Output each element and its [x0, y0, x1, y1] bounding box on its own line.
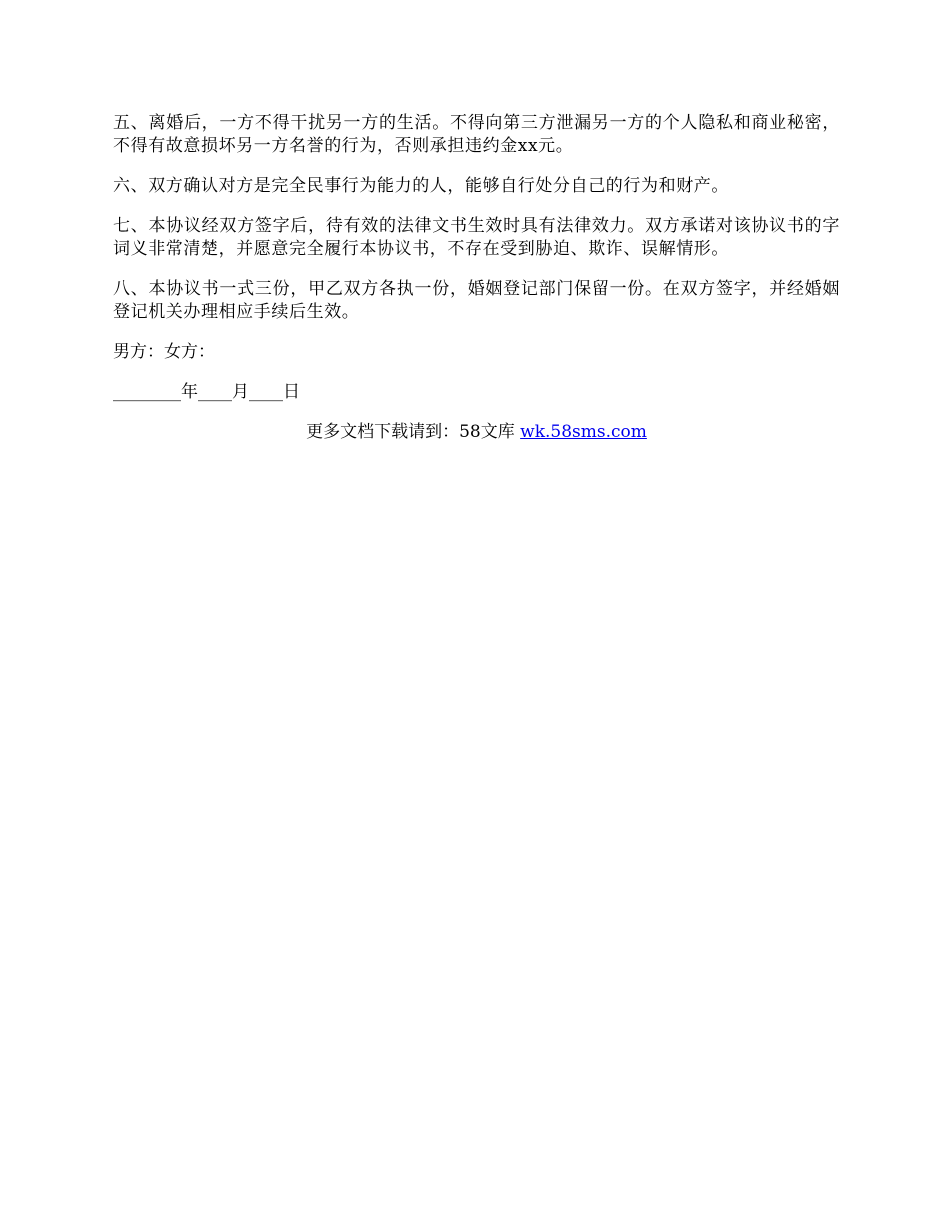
footer: [113, 421, 840, 444]
footer-link[interactable]: wk.58sms.com: [520, 422, 647, 442]
clause-8: 八、本协议书一式三份，甲乙双方各执一份，婚姻登记部门保留一份。在双方签字，并经婚姻登记机关办理相应手续后生效。: [113, 279, 840, 322]
document-page: [113, 112, 840, 444]
clause-7: 七、本协议经双方签字后，待有效的法律文书生效时具有法律效力。双方承诺对该协议书的字词义非常清楚，并愿意完全履行本协议书，不存在受到胁迫、欺诈、误解情形。: [113, 216, 840, 259]
clause-5: 五、离婚后，一方不得干扰另一方的生活。不得向第三方泄漏另一方的个人隐私和商业秘密，不得有故意损坏另一方名誉的行为，否则承担违约金xx元。: [113, 113, 840, 156]
signature-line: 男方：女方：: [113, 342, 215, 362]
footer-prefix: 更多文档下载请到：58文库: [306, 422, 521, 442]
clause-6: 六、双方确认对方是完全民事行为能力的人，能够自行处分自己的行为和财产。: [113, 176, 729, 196]
date-line: ________年____月____日: [113, 382, 300, 402]
